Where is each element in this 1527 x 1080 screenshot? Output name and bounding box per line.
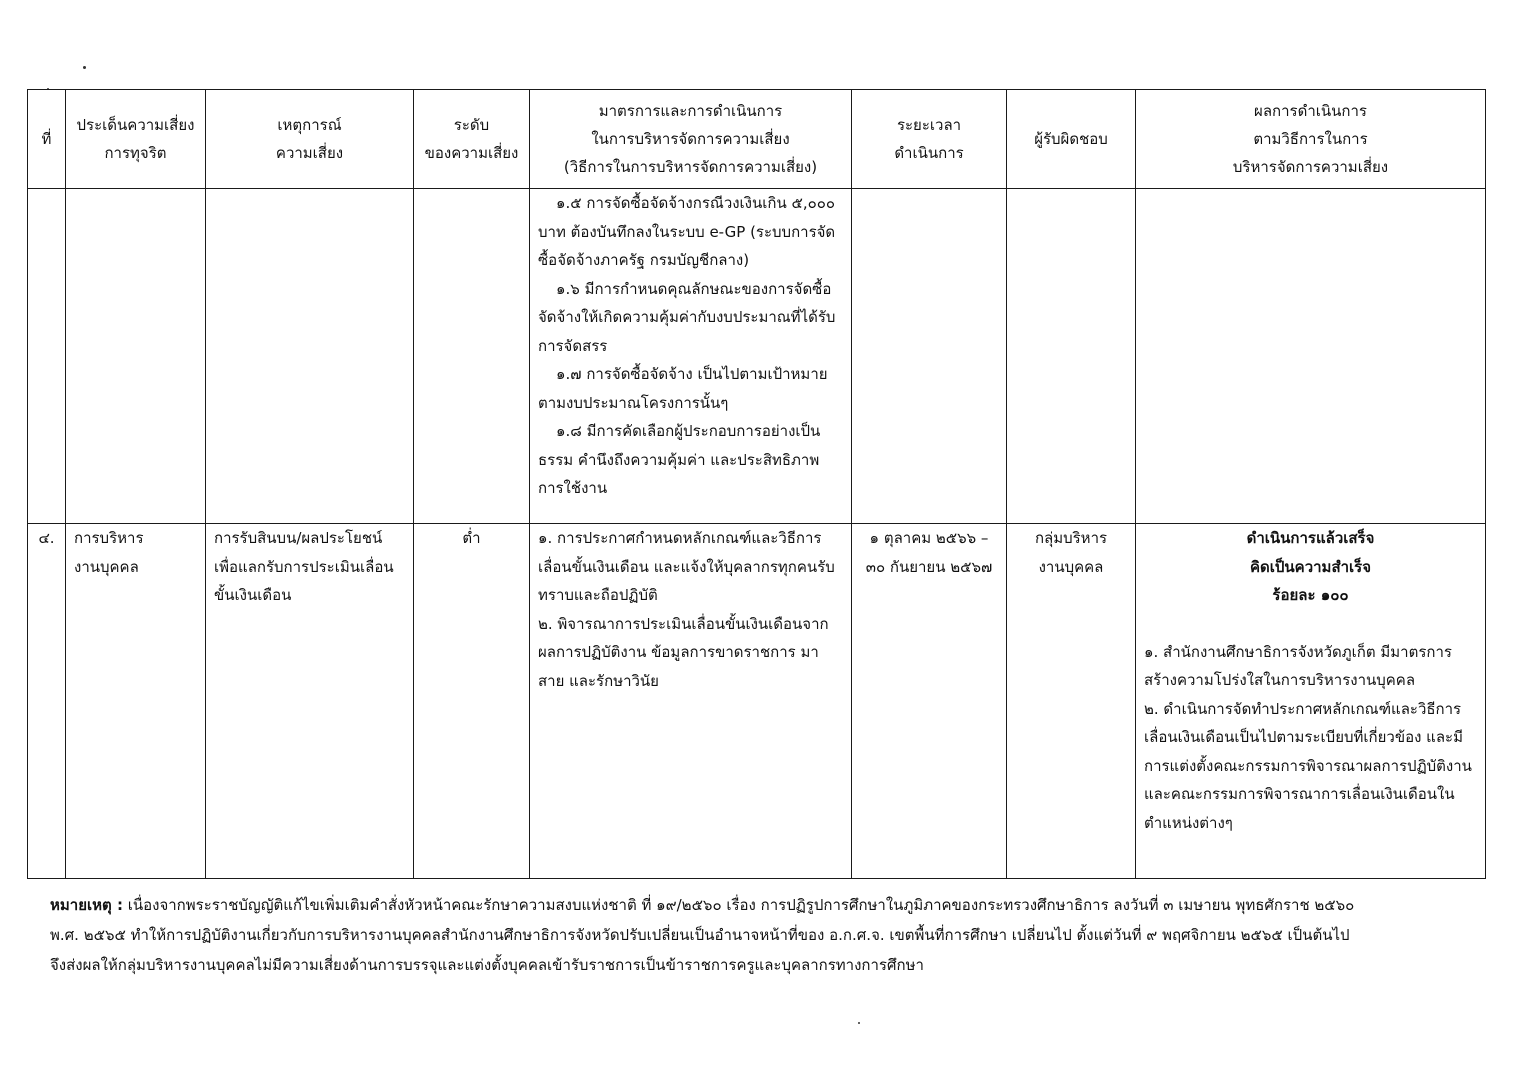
measure-item: ๒. พิจารณาการประเมินเลื่อนขั้นเงินเดือนจากผลการปฏิบัติงาน ข้อมูลการขาดราชการ มาสาย และรักษาวินัย [538,614,829,690]
cell-no [28,189,66,524]
cell-results [1136,189,1486,524]
cell-no: ๔. [28,524,66,879]
header-no: ที่ [28,90,66,189]
cell-responsible [1007,189,1136,524]
result-item: ๒. ดำเนินการจัดทำประกาศหลักเกณฑ์และวิธีการเลื่อนเงินเดือนเป็นไปตามระเบียบที่เกี่ยวข้อง และมีการแต่งตั้งคณะกรรมการพิจารณาผลการปฏิบัติงานและคณะกรรมการพิจารณาการเลื่อนเงินเดือนในตำแหน่งต่างๆ [1144,699,1472,832]
footnote-text: เนื่องจากพระราชบัญญัติแก้ไขเพิ่มเติมคำสั่งหัวหน้าคณะรักษาความสงบแห่งชาติ ที่ ๑๙/๒๕๖๐ เรื่อง การปฏิรูปการศึกษาในภูมิภาคของกระทรวงศึกษาธิการ ลงวันที่ ๓ เมษายน พุทธศักราช ๒๕๖๐ พ.ศ. ๒๕๖๕ ทำให้การปฏิบัติงานเกี่ยวกับการบริหารงานบุคคลสำนักงานศึกษาธิการจังหวัดปรับเปลี่ยนเป็นอำนาจหน้าที่ของ อ.ก.ศ.จ. เขตพื้นที่การศึกษา เปลี่ยนไป ตั้งแต่วันที่ ๙ พฤศจิกายน ๒๕๖๕ เป็นต้นไป จึงส่งผลให้กลุ่มบริหารงานบุคคลไม่มีความเสี่ยงด้านการบรรจุและแต่งตั้งบุคคลเข้ารับราชการเป็นข้าราชการครูและบุคลากรทางการศึกษา [50,896,1355,974]
cell-responsible: กลุ่มบริหาร งานบุคคล [1007,524,1136,879]
cell-period [852,189,1007,524]
table-header-row [28,90,1486,189]
scan-speck [858,1022,860,1024]
header-measures: มาตรการและการดำเนินการ ในการบริหารจัดการความเสี่ยง (วิธีการในการบริหารจัดการความเสี่ยง) [530,90,852,189]
measure-item: ๑. การประกาศกำหนดหลักเกณฑ์และวิธีการเลื่อนขั้นเงินเดือน และแจ้งให้บุคลากรทุกคนรับทราบและถือปฏิบัติ [538,529,835,604]
header-results: ผลการดำเนินการ ตามวิธีการในการ บริหารจัดการความเสี่ยง [1136,90,1486,189]
risk-management-table [27,89,1486,879]
cell-level: ต่ำ [414,524,530,879]
cell-event: การรับสินบน/ผลประโยชน์เพื่อแลกรับการประเมินเลื่อนขั้นเงินเดือน [206,524,414,879]
footnote-label: หมายเหตุ : [50,896,123,914]
header-risk-level: ระดับ ของความเสี่ยง [414,90,530,189]
result-item: ๑. สำนักงานศึกษาธิการจังหวัดภูเก็ต มีมาตรการสร้างความโปร่งใสในการบริหารงานบุคคล [1144,642,1452,689]
table-row [28,524,1486,879]
cell-results [1136,524,1486,879]
measure-item: ๑.๘ มีการคัดเลือกผู้ประกอบการอย่างเป็นธรรม คำนึงถึงความคุ้มค่า และประสิทธิภาพการใช้งาน [538,422,821,497]
header-period: ระยะเวลา ดำเนินการ [852,90,1007,189]
cell-measures [530,524,852,879]
measure-item: ๑.๗ การจัดซื้อจัดจ้าง เป็นไปตามเป้าหมายตามงบประมาณโครงการนั้นๆ [538,365,828,412]
header-responsible: ผู้รับผิดชอบ [1007,90,1136,189]
cell-issue [66,189,206,524]
measure-item: ๑.๖ มีการกำหนดคุณลักษณะของการจัดซื้อจัดจ้างให้เกิดความคุ้มค่ากับงบประมาณที่ได้รับการจัดสรร [538,279,836,355]
footnote [50,890,1490,980]
header-risk-event: เหตุการณ์ ความเสี่ยง [206,90,414,189]
cell-period: ๑ ตุลาคม ๒๕๖๖ – ๓๐ กันยายน ๒๕๖๗ [852,524,1007,879]
result-spacer [1144,610,1477,638]
cell-measures [530,189,852,524]
measure-item: ๑.๕ การจัดซื้อจัดจ้างกรณีวงเงินเกิน ๕,๐๐๐ บาท ต้องบันทึกลงในระบบ e-GP (ระบบการจัดซื้อจัดจ้างภาครัฐ กรมบัญชีกลาง) [538,194,836,269]
cell-level [414,189,530,524]
cell-event [206,189,414,524]
scan-speck [83,66,86,69]
table-row [28,189,1486,524]
cell-issue: การบริหาร งานบุคคล [66,524,206,879]
header-risk-issue: ประเด็นความเสี่ยง การทุจริต [66,90,206,189]
result-heading: ดำเนินการแล้วเสร็จ คิดเป็นความสำเร็จ ร้อยละ ๑๐๐ [1246,529,1375,604]
